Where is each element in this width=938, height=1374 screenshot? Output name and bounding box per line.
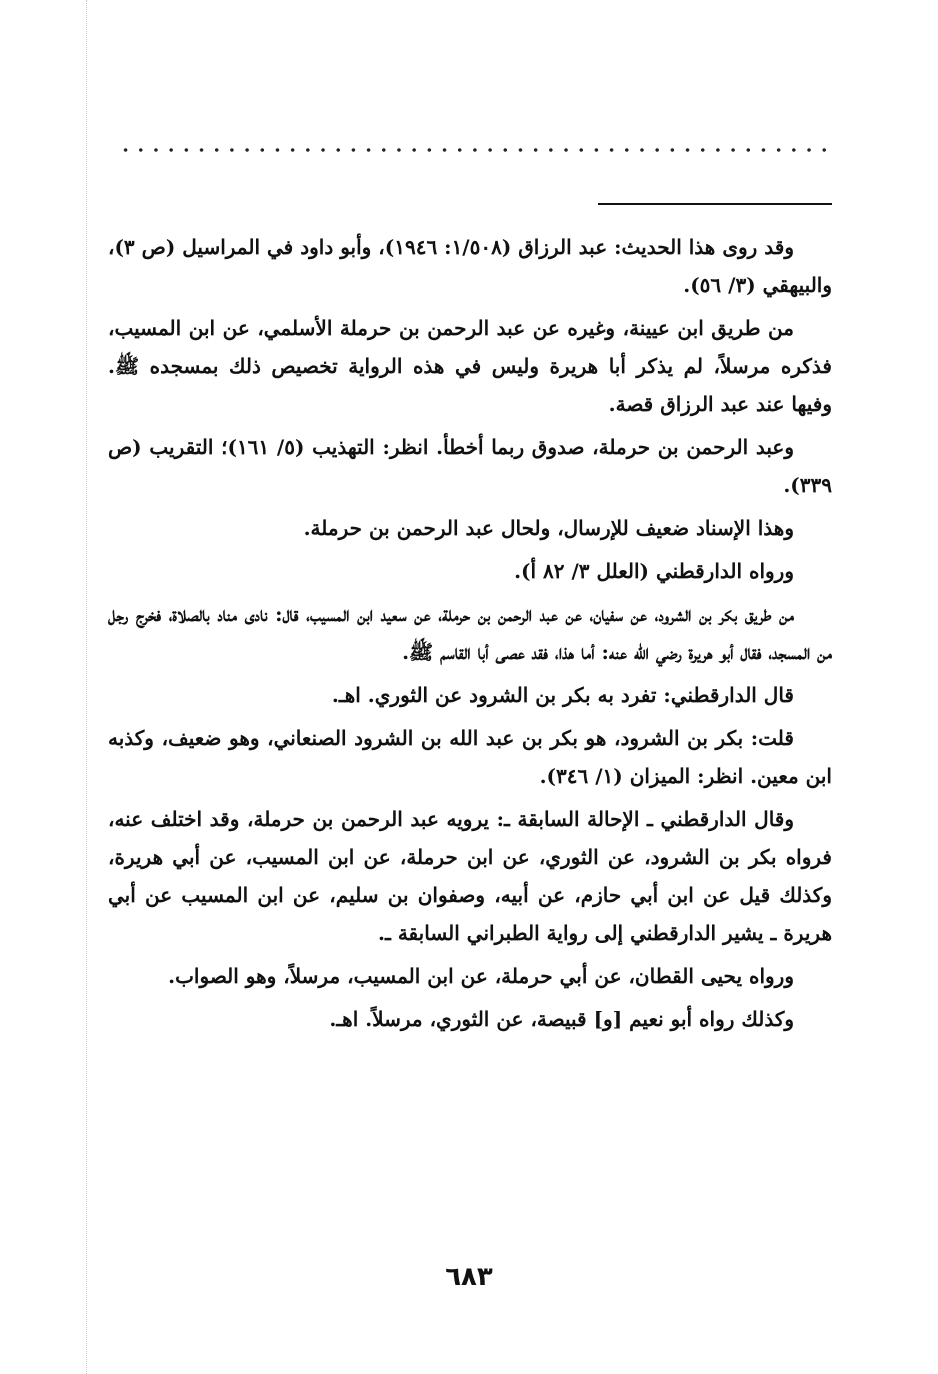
- paragraph-11: وكذلك رواه أبو نعيم [و] قبيصة، عن الثوري، مرسلاً. اهـ.: [329, 1007, 794, 1031]
- paragraph-10: ورواه يحيى القطان، عن أبي حرملة، عن ابن المسيب، مرسلاً، وهو الصواب.: [168, 964, 794, 988]
- paragraph-1: وقد روى هذا الحديث: عبد الرزاق (١/٥٠٨: ١٩٤٦)، وأبو داود في المراسيل (ص ٣)، والبيهقي (٣/ ٥٦).: [108, 235, 832, 297]
- paragraph-5: ورواه الدارقطني (العلل ٣/ ٨٢ أ).: [514, 559, 794, 583]
- page-number: ٦٨٣: [445, 1262, 493, 1292]
- page-margin-guide: [86, 0, 87, 1374]
- paragraph-6: من طريق بكر بن الشرود، عن سفيان، عن عبد الرحمن بن حرملة، عن سعيد ابن المسيب، قال: نادى مناد بالصلاة، فخرج رجل من المسجد، فقال أبو هريرة رضي الله عنه: أما هذا، فقد عصى أبا القاسم ﷺ.: [108, 602, 832, 664]
- paragraph-2: من طريق ابن عيينة، وغيره عن عبد الرحمن بن حرملة الأسلمي، عن ابن المسيب، فذكره مرسلاً، لم يذكر أبا هريرة وليس في هذه الرواية تخصيص ذلك بمسجده ﷺ. وفيها عند عبد الرزاق قصة.: [108, 316, 832, 416]
- paragraph-8: قلت: بكر بن الشرود، هو بكر بن عبد الله بن الشرود الصنعاني، وهو ضعيف، وكذبه ابن معين. انظر: الميزان (١/ ٣٤٦).: [108, 726, 832, 788]
- footnote-text-block: [108, 228, 832, 1043]
- dotted-separator: [118, 146, 830, 154]
- paragraph-9: وقال الدارقطني ـ الإحالة السابقة ـ: يرويه عبد الرحمن بن حرملة، وقد اختلف عنه، فرواه بكر بن الشرود، عن الثوري، عن ابن حرملة، عن ابن المسيب، عن أبي هريرة، وكذلك قيل عن ابن أبي حازم، عن أبيه، وصفوان بن سليم، عن ابن المسيب عن أبي هريرة ـ يشير الدارقطني إلى رواية الطبراني السابقة ـ.: [108, 807, 832, 945]
- paragraph-7: قال الدارقطني: تفرد به بكر بن الشرود عن الثوري. اهـ.: [331, 683, 794, 707]
- footnote-separator-line: [598, 203, 832, 205]
- paragraph-4: وهذا الإسناد ضعيف للإرسال، ولحال عبد الرحمن بن حرملة.: [303, 516, 794, 540]
- paragraph-3: وعبد الرحمن بن حرملة، صدوق ربما أخطأ. انظر: التهذيب (٥/ ١٦١)؛ التقريب (ص ٣٣٩).: [108, 435, 832, 497]
